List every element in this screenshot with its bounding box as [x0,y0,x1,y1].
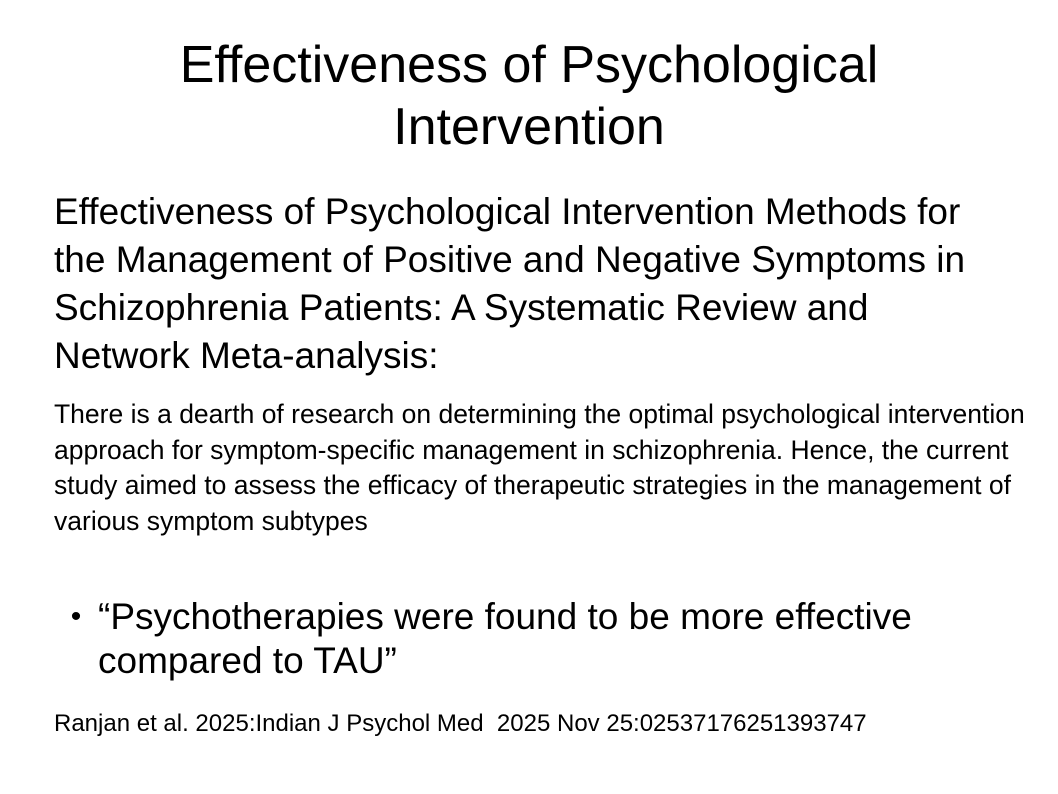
study-description: There is a dearth of research on determining the optimal psychological intervention approach for symptom-specific management in schizophrenia. Hence, the current study aimed to assess the efficacy of therapeutic strategies in the management of various symptom subtypes [54,399,1025,536]
citation: Ranjan et al. 2025:Indian J Psychol Med 2025 Nov 25:02537176251393747 [54,710,867,737]
bullet-icon: • [70,600,82,633]
slide-title: Effectiveness of Psychological Intervention [179,36,879,156]
list-item [54,595,994,683]
key-findings-list [54,595,994,683]
finding-text: “Psychotherapies were found to be more effective compared to TAU” [98,596,912,681]
study-title: Effectiveness of Psychological Intervention Methods for the Management of Positive and Negative Symptoms in Schizophrenia Patients: A Systematic Review and Network Meta-analysis: [54,191,966,376]
